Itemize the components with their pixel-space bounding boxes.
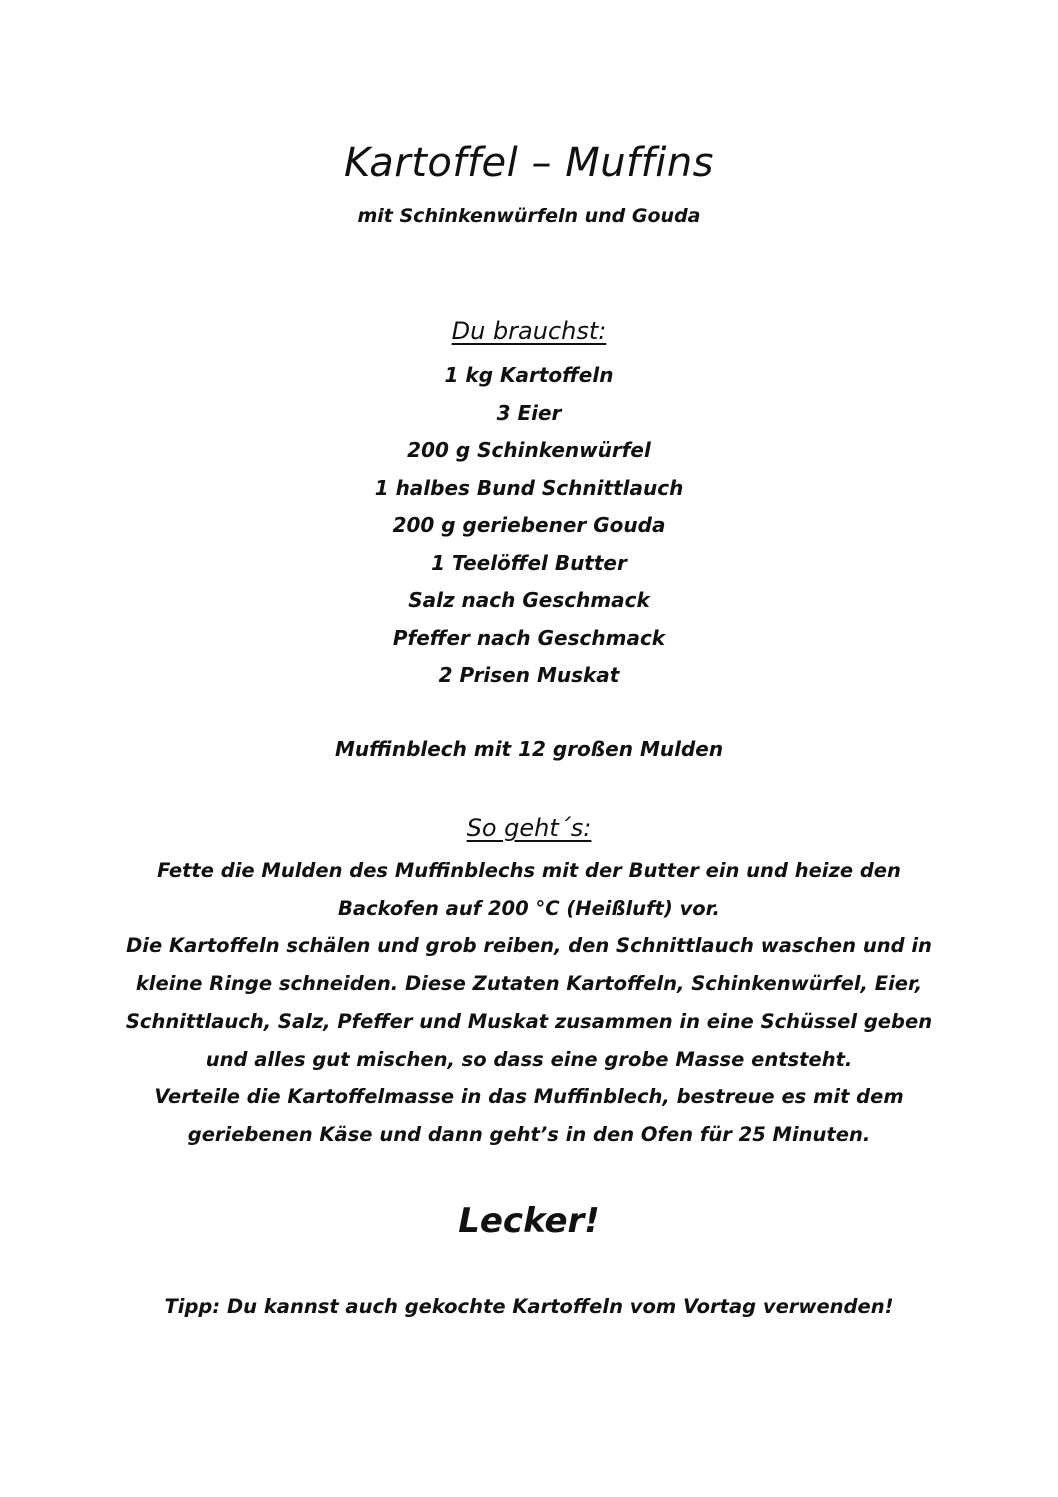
ingredients-list [0, 357, 1058, 695]
step-paragraph: Verteile die Kartoffelmasse in das Muffinblech, bestreue es mit dem geriebenen Käse und dann geht’s in den Ofen für 25 Minuten. [154, 1085, 904, 1146]
recipe-subtitle: mit Schinkenwürfeln und Gouda [357, 205, 701, 227]
ingredient-item: 1 halbes Bund Schnittlauch [374, 475, 684, 500]
ingredient-item: 2 Prisen Muskat [438, 663, 620, 687]
step-paragraph: Die Kartoffeln schälen und grob reiben, den Schnittlauch waschen und in kleine Ringe schneiden. Diese Zutaten Kartoffeln, Schinkenwürfel, Eier, Schnittlauch, Salz, Pfeffer und Muskat zusammen in eine Schüssel geben und alles gut mischen, so dass eine grobe Masse entsteht. [125, 934, 933, 1071]
steps-block [120, 852, 938, 1154]
ingredient-item: 1 Teelöffel Butter [431, 550, 627, 575]
ingredient-item: Salz nach Geschmack [408, 588, 650, 612]
closing-exclamation: Lecker! [458, 1201, 600, 1241]
step-paragraph: Fette die Mulden des Muffinblechs mit der Butter ein und heize den Backofen auf 200 °C (Heißluft) vor. [157, 859, 901, 920]
recipe-title: Kartoffel – Muffins [343, 140, 715, 186]
ingredients-heading: Du brauchst: [451, 317, 607, 345]
ingredient-item: 200 g Schinkenwürfel [407, 438, 651, 462]
steps-heading: So geht´s: [466, 814, 592, 842]
ingredient-item: 200 g geriebener Gouda [392, 513, 666, 537]
ingredient-item: 3 Eier [496, 400, 562, 425]
ingredient-item: 1 kg Kartoffeln [444, 363, 614, 387]
tip-note: Tipp: Du kannst auch gekochte Kartoffeln vom Vortag verwenden! [164, 1295, 894, 1318]
equipment-note: Muffinblech mit 12 großen Mulden [334, 737, 724, 761]
ingredient-item: Pfeffer nach Geschmack [392, 625, 666, 650]
